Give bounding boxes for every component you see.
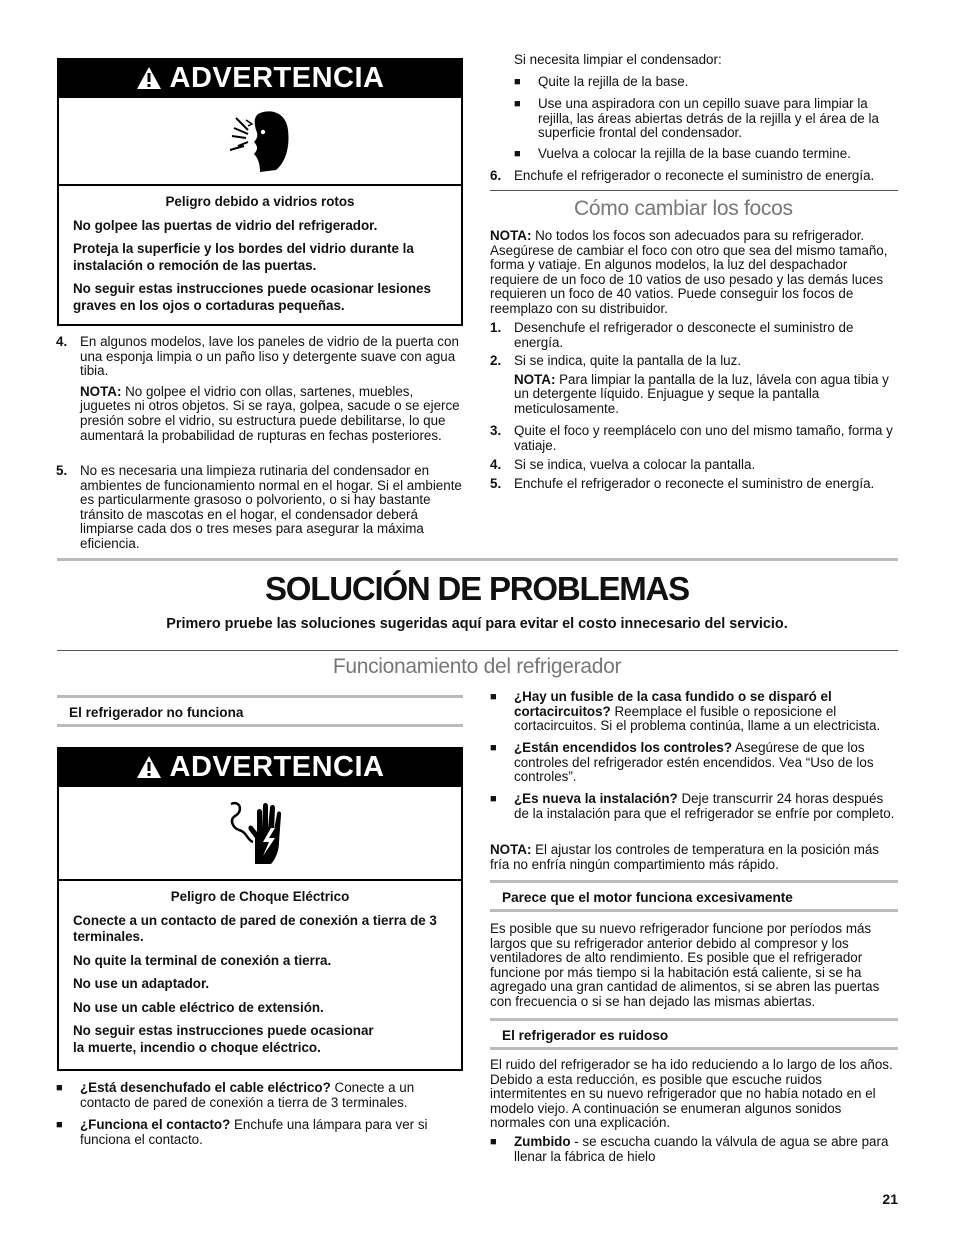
noise-text: El ruido del refrigerador se ha ido reduciendo a lo largo de los años. Debido a esta reducción, es posible que escuche ruidos intermitentes en su nuevo refrigerador que no había notado en el modelo viejo. A continuación se enumeran algunos sonidos normales con una explicación. [490,1057,893,1131]
warning-line: Conecte a un contacto de pared de conexión a tierra de 3 terminales. [73,912,437,944]
step-5-text: No es necesaria una limpieza rutinaria del condensador en ambientes de funcionamiento normal en el hogar. Si el ambiente es particularmente grasoso o polvoriento, o si hay bastante tránsito de mascotas en el hogar, el condensador deberá limpiarse cada dos o tres meses para asegurar la máxima eficiencia. [80,463,462,551]
warning-line: No use un adaptador. [73,976,210,991]
list-item: ■ Vuelva a colocar la rejilla de la base cuando termine. [514,146,851,161]
motor-text: Es posible que su nuevo refrigerador funcione por períodos más largos que su refrigerador anterior debido al compresor y los ventiladores de alto rendimiento. Es posible que el refrigerador funcione por más tiempo si la habitación está caliente, si se ha agregado una gran cantidad de alimentos, si se abren las puertas con frecuencia o si se han dejado las mismas abiertas. [490,921,880,1009]
step-4-text: En algunos modelos, lave los paneles de vidrio de la puerta con una esponja limpia o un paño liso y detergente suave con agua tibia. [80,334,459,379]
divider [57,650,898,651]
bullet-icon: ■ [514,76,521,88]
warning-line: No seguir estas instrucciones puede ocasionar lesiones graves en los ojos o cortaduras pequeñas. [73,281,431,313]
bullet-icon: ■ [514,98,521,110]
list-item: ■ Zumbido - se escucha cuando la válvula de agua se abre para llenar la fábrica de hielo [490,1134,889,1164]
warning-header [59,749,461,785]
warning-title: ADVERTENCIA [169,61,385,94]
subsection-motor: Parece que el motor funciona excesivamente [490,880,898,912]
warning-line: No golpee las puertas de vidrio del refrigerador. [73,217,378,233]
list-item: ■ ¿Están encendidos los controles? Asegúrese de que los controles del refrigerador estén encendidos. Vea “Uso de los controles”. [490,740,874,785]
page-title: SOLUCIÓN DE PROBLEMAS [265,570,689,607]
bulb-step-2: 2. Si se indica, quite la pantalla de la luz. NOTA: Para limpiar la pantalla de la luz, lávela con agua tibia y un detergente líquido. Enjuague y seque la pantalla meticulosamente. [490,354,898,416]
subsection-noise: El refrigerador es ruidoso [490,1018,898,1050]
section-heading-refrigerator: Funcionamiento del refrigerador [332,655,622,678]
page-subtitle: Primero pruebe las soluciones sugeridas aquí para evitar el costo innecesario del servicio. [166,616,788,632]
electric-shock-hand-icon [59,785,461,881]
bullet-icon: ■ [490,742,497,754]
list-item: ■ Quite la rejilla de la base. [514,74,689,89]
step-4-note: NOTA: No golpee el vidrio con ollas, sartenes, muebles, juguetes ni otros objetos. Si se raya, golpea, sacude o se ejerce presión sobre el vidrio, su estructura puede debilitarse, lo que aumentará la probabilidad de rupturas en fechas posteriores. [80,383,460,443]
divider [490,190,898,191]
step-5: 5. No es necesaria una limpieza rutinaria del condensador en ambientes de funcionamiento normal en el hogar. Si el ambiente es particularmente grasoso o polvoriento, o si hay bastante tránsito de mascotas en el hogar, el condensador deberá limpiarse cada dos o tres meses para asegurar la máxima eficiencia. [56,464,464,552]
list-item: ■ Use una aspiradora con un cepillo suave para limpiar la rejilla, las áreas abiertas detrás de la rejilla y el área de la superficie frontal del condensador. [514,96,879,141]
warning-box-glass [57,58,463,326]
section-heading-bulbs: Cómo cambiar los focos [574,197,793,220]
bullet-icon: ■ [490,691,497,703]
warning-triangle-icon [136,66,162,90]
warning-box-electric [57,747,463,1071]
list-item: ■ ¿Hay un fusible de la casa fundido o se disparó el cortacircuitos? Reemplace el fusible o reposicione el cortacircuitos. Si el problema continúa, llame a un electricista. [490,689,881,734]
bulb-step-4: 4. Si se indica, vuelva a colocar la pantalla. [490,457,756,472]
subsection-not-working: El refrigerador no funciona [57,695,463,727]
bullet-icon: ■ [490,1136,497,1148]
broken-glass-eye-icon [59,96,461,186]
condenser-intro: Si necesita limpiar el condensador: [514,52,722,67]
step-6: 6. Enchufe el refrigerador o reconecte el suministro de energía. [490,168,875,183]
list-item: ■ ¿Está desenchufado el cable eléctrico? Conecte a un contacto de pared de conexión a tierra de 3 terminales. [56,1080,415,1110]
warning-line: No use un cable eléctrico de extensión. [73,999,324,1015]
section-divider [57,558,898,561]
bulb-step-5: 5. Enchufe el refrigerador o reconecte el suministro de energía. [490,476,875,491]
bullet-icon: ■ [490,793,497,805]
bulb-step-3: 3. Quite el foco y reemplácelo con uno del mismo tamaño, forma y vatiaje. [490,423,893,453]
warning-header [59,60,461,96]
warning-line: No quite la terminal de conexión a tierra. [73,952,332,968]
page-number: 21 [882,1191,898,1207]
bulbs-note: NOTA: No todos los focos son adecuados para su refrigerador. Asegúrese de cambiar el foco con otro que sea del mismo tamaño, forma y vatiaje. En algunos modelos, la luz del despachador requiere de un foco de 10 vatios de uso pesado y las demás luces requieren un foco de 40 vatios. Puede conseguir los focos de reemplazo con su distribuidor. [490,228,888,316]
step-4: 4. En algunos modelos, lave los paneles de vidrio de la puerta con una esponja limpia o un paño liso y detergente suave con agua tibia. NOTA: No golpee el vidrio con ollas, sartenes, muebles, juguetes ni otros objetos. Si se raya, golpea, sacude o se ejerce presión sobre el vidrio, su estructura puede debilitarse, lo que aumentará la probabilidad de rupturas en fechas posteriores. [56,335,464,443]
list-item: ■ ¿Funciona el contacto? Enchufe una lámpara para ver si funciona el contacto. [56,1117,428,1147]
controls-note: NOTA: El ajustar los controles de temperatura en la posición más fría no enfría ningún compartimiento más rápido. [490,842,879,872]
warning-title: ADVERTENCIA [169,750,385,783]
bulb-step-2-note: NOTA: Para limpiar la pantalla de la luz, lávela con agua tibia y un detergente líquido. Enjuague y seque la pantalla meticulosamente. [514,371,889,416]
warning-subtitle: Peligro debido a vidrios rotos [165,194,355,209]
warning-triangle-icon [136,755,162,779]
warning-line: No seguir estas instrucciones puede ocasionar la muerte, incendio o choque eléctrico. [73,1023,374,1055]
bullet-icon: ■ [56,1119,63,1131]
bulb-step-1: 1. Desenchufe el refrigerador o desconecte el suministro de energía. [490,320,854,350]
list-item: ■ ¿Es nueva la instalación? Deje transcurrir 24 horas después de la instalación para que el refrigerador se enfríe por completo. [490,791,895,821]
warning-subtitle: Peligro de Choque Eléctrico [170,889,350,904]
bullet-icon: ■ [514,148,521,160]
warning-line: Proteja la superficie y los bordes del vidrio durante la instalación o remoción de las puertas. [73,241,414,273]
bullet-icon: ■ [56,1082,63,1094]
